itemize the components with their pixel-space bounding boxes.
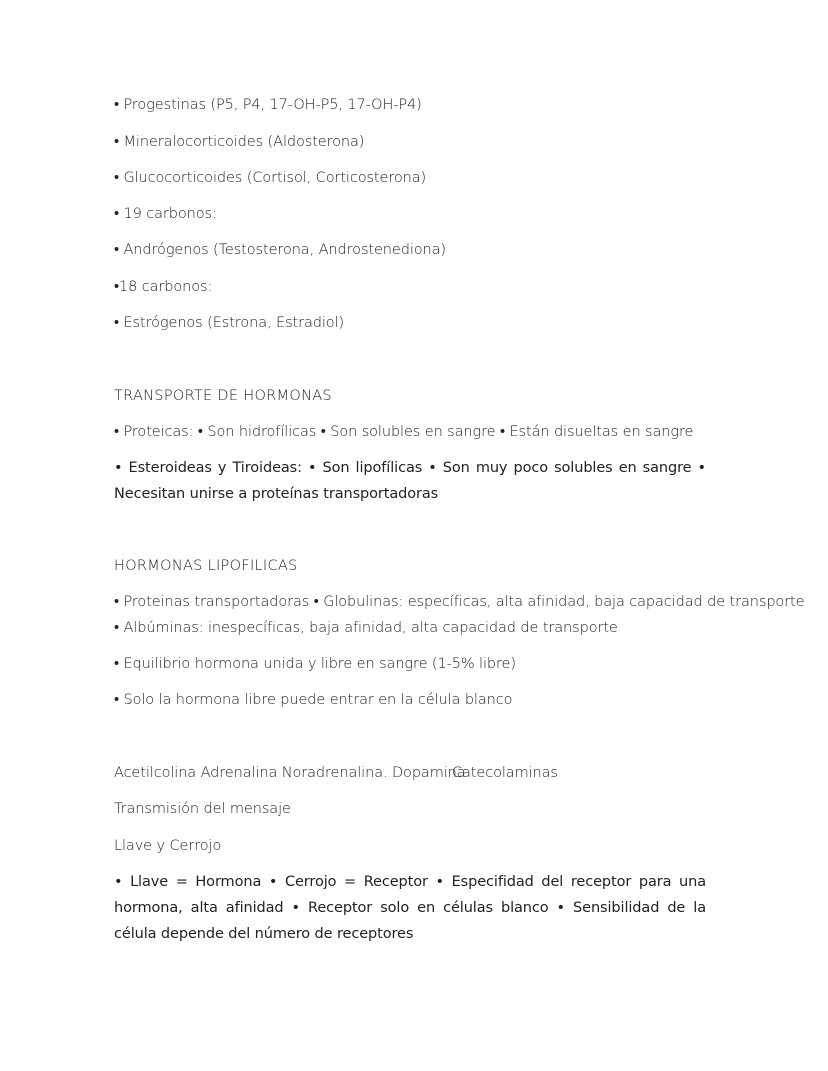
catecolaminas-list: Acetilcolina Adrenalina Noradrenalina. Dopamina	[114, 765, 466, 781]
hormona-libre-line: • Solo la hormona libre puede entrar en la célula blanco	[114, 692, 513, 708]
lipofilicas-heading: HORMONAS LIPOFILICAS	[114, 558, 298, 574]
catecolaminas-label: Catecolaminas	[452, 765, 558, 781]
progestinas-line: • Progestinas (P5, P4, 17-OH-P5, 17-OH-P4)	[114, 97, 422, 113]
18-carbonos-line: •18 carbonos:	[114, 279, 213, 295]
esteroideas-paragraph: • Esteroideas y Tiroideas: • Son lipofílicas • Son muy poco solubles en sangre • Necesitan unirse a proteínas transportadoras	[114, 460, 706, 502]
proteicas-line: • Proteicas: • Son hidrofílicas • Son solubles en sangre • Están disueltas en sangre	[114, 424, 694, 440]
llave-cerrojo-heading: Llave y Cerrojo	[114, 838, 222, 854]
19-carbonos-line: • 19 carbonos:	[114, 206, 217, 222]
androgenos-line: • Andrógenos (Testosterona, Androstenediona)	[114, 242, 446, 258]
transporte-heading: TRANSPORTE DE HORMONAS	[114, 388, 332, 404]
estrogenos-line: • Estrógenos (Estrona, Estradiol)	[114, 315, 345, 331]
equilibrio-line: • Equilibrio hormona unida y libre en sangre (1-5% libre)	[114, 656, 516, 672]
transmision-heading: Transmisión del mensaje	[114, 801, 291, 817]
llave-cerrojo-paragraph: • Llave = Hormona • Cerrojo = Receptor • Especifidad del receptor para una hormona, alta afinidad • Receptor solo en células blanco • Sensibilidad de la célula depende del número de receptores	[114, 874, 706, 942]
mineralocorticoides-line: • Mineralocorticoides (Aldosterona)	[114, 134, 365, 150]
albuminas-line: • Albúminas: inespecíficas, baja afinidad, alta capacidad de transporte	[114, 620, 618, 636]
proteinas-transportadoras-line: • Proteinas transportadoras • Globulinas: específicas, alta afinidad, baja capacidad de transporte	[114, 594, 805, 610]
glucocorticoides-line: • Glucocorticoides (Cortisol, Corticosterona)	[114, 170, 427, 186]
